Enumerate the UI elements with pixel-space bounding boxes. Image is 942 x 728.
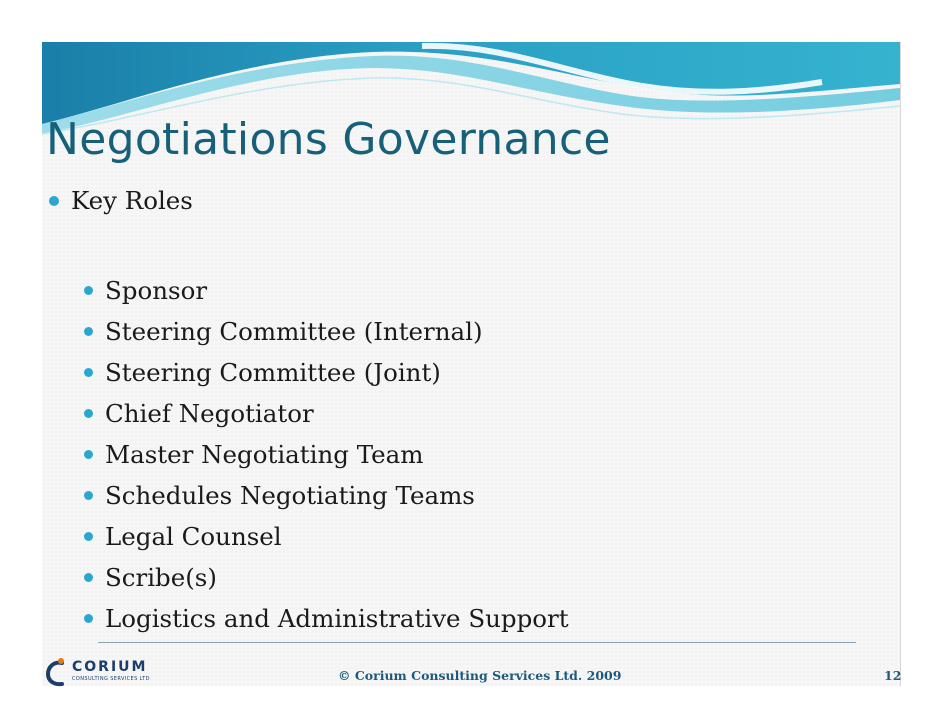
footer-divider bbox=[98, 642, 856, 643]
bullet-dot-icon bbox=[84, 327, 93, 336]
bullet-dot-icon bbox=[84, 573, 93, 582]
sub-bullet-item bbox=[84, 479, 475, 513]
sub-bullet-item bbox=[84, 315, 483, 349]
bullet-dot-icon bbox=[84, 532, 93, 541]
sub-bullet-text: Steering Committee (Joint) bbox=[105, 358, 441, 387]
bullet-text: Key Roles bbox=[71, 186, 193, 215]
sub-bullet-item bbox=[84, 438, 423, 472]
corium-logo bbox=[46, 657, 150, 687]
sub-bullet-text: Steering Committee (Internal) bbox=[105, 317, 483, 346]
sub-bullet-text: Master Negotiating Team bbox=[105, 440, 424, 469]
sub-bullet-item bbox=[84, 520, 282, 554]
footer-copyright: © Corium Consulting Services Ltd. 2009 bbox=[338, 668, 622, 683]
bullet-dot-icon bbox=[84, 450, 93, 459]
sub-bullet-item bbox=[84, 274, 207, 308]
bullet-dot-icon bbox=[84, 491, 93, 500]
bullet-dot-icon bbox=[84, 409, 93, 418]
sub-bullet-text: Legal Counsel bbox=[105, 522, 282, 551]
sub-bullet-text: Logistics and Administrative Support bbox=[105, 604, 569, 633]
sub-bullet-text: Schedules Negotiating Teams bbox=[105, 481, 475, 510]
slide-title: Negotiations Governance bbox=[46, 114, 611, 165]
bullet-dot-icon bbox=[84, 614, 93, 623]
sub-bullet-item bbox=[84, 356, 441, 390]
page-number: 12 bbox=[884, 668, 902, 683]
sub-bullet-item bbox=[84, 602, 569, 636]
bullet-dot-icon bbox=[84, 368, 93, 377]
bullet-dot-icon bbox=[84, 286, 93, 295]
sub-bullet-text: Sponsor bbox=[105, 276, 208, 305]
sub-bullet-item bbox=[84, 397, 314, 431]
bullet-dot-icon bbox=[49, 196, 59, 206]
sub-bullet-item bbox=[84, 561, 217, 595]
bullet-key-roles bbox=[49, 186, 193, 215]
logo-subtitle: CONSULTING SERVICES LTD bbox=[72, 676, 150, 682]
sub-bullet-text: Scribe(s) bbox=[105, 563, 217, 592]
sub-bullet-text: Chief Negotiator bbox=[105, 399, 314, 428]
corium-logo-mark-icon bbox=[46, 657, 68, 687]
logo-wordmark: CORIUM bbox=[72, 659, 148, 675]
